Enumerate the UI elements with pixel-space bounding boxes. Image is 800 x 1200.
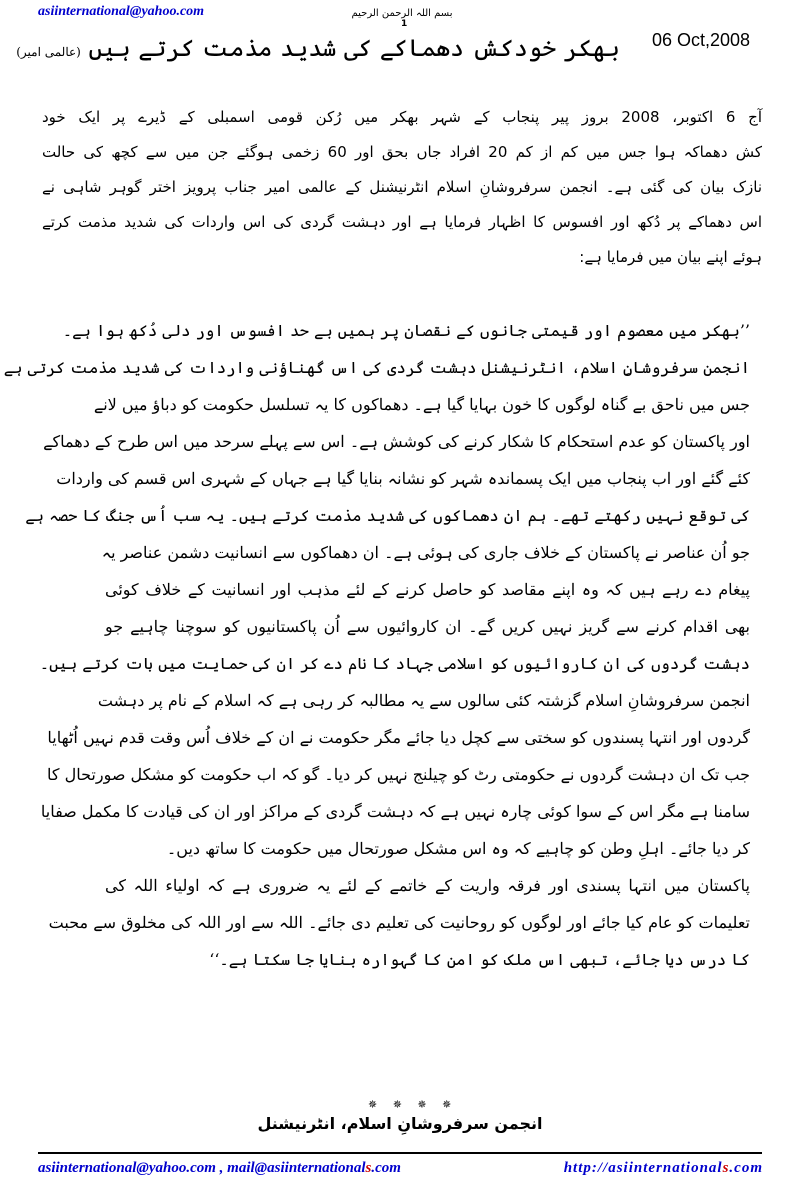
quote-line: تعلیمات کو عام کیا جائے اور لوگوں کو روحانیت کی تعلیم دی جائے۔ اللہ سے اور اللہ کی مخلوق سے محبت xyxy=(48,913,750,932)
quote-line: ’’بھکر میں معصوم اور قیمتی جانوں کے نقصان پر ہمیں بے حد افسوس اور دلی دُکھ ہوا ہے۔ xyxy=(62,321,750,340)
footer-divider xyxy=(38,1152,762,1154)
quote-line: کئے گئے اور اب پنجاب میں ایک پسماندہ شہر کو نشانہ بنایا گیا ہے جہاں کے شہری اس قسم کی واردات xyxy=(56,469,750,488)
title-byline: (عالمی امیر) xyxy=(16,45,81,59)
header-email-link[interactable]: asiinternational@yahoo.com xyxy=(38,4,205,19)
quote-line: پاکستان میں انتہا پسندی اور فرقہ واریت کے خاتمے کے لئے یہ ضروری ہے کہ اولیاء اللہ کی xyxy=(105,876,750,895)
quote-line: جب تک ان دہشت گردوں نے حکومتی رٹ کو چیلنج نہیں کر دیا۔ گو کہ اب حکومت کو مشکل صورتحال کا xyxy=(46,765,750,784)
quote-line: اور پاکستان کو عدم استحکام کا شکار کرنے کی کوشش ہے۔ اس سے پہلے سرحد میں اس طرح کے دھماکے xyxy=(43,432,750,451)
quote-line: کی توقع نہیں رکھتے تھے۔ ہم ان دھماکوں کی شدید مذمت کرتے ہیں۔ یہ سب اُس جنگ کا حصہ ہے xyxy=(25,506,750,525)
bismillah-text: بسم اللہ الرحمن الرحیم xyxy=(351,8,453,19)
page-number: 1 xyxy=(401,19,408,29)
star-ornament-icon: ✵ ✵ ✵ ✵ xyxy=(368,1098,458,1111)
organization-name: انجمن سرفروشانِ اسلام، انٹرنیشنل xyxy=(257,1114,543,1133)
footer-email-links[interactable] xyxy=(38,1160,401,1177)
quote-line: سامنا ہے مگر اس کے سوا کوئی چارہ نہیں ہے کہ دہشت گردی کے مراکز اور ان کی قیادت کا مکمل صفایا xyxy=(40,802,750,821)
quote-line: گردوں اور انتہا پسندوں کو سختی سے کچل دیا جائے مگر حکومت نے ان کے خلاف اُس وقت قدم نہیں اُٹھایا xyxy=(47,728,750,747)
quoted-statement xyxy=(3,312,750,978)
title-text: بھکر خودکش دھماکے کی شدید مذمت کرتے ہیں xyxy=(88,34,620,62)
footer-emails-text[interactable]: asiinternational@yahoo.com , mail@asiinternational xyxy=(38,1160,366,1176)
footer-emails-red-letter[interactable]: s xyxy=(365,1160,372,1176)
footer-url-suffix[interactable]: .com xyxy=(729,1160,763,1176)
quote-line: دہشت گردوں کی ان کاروائیوں کو اسلامی جہاد کا نام دے کر ان کی حمایت میں بات کرتے ہیں۔ xyxy=(39,654,750,673)
footer-url-red-letter[interactable]: s xyxy=(722,1160,730,1176)
intro-line: نازک بیان کی گئی ہے۔ انجمن سرفروشانِ اسلام انٹرنیشنل کے عالمی امیر جناب پرویز اختر گوہر شاہی نے xyxy=(42,178,762,196)
intro-line: ہوئے اپنے بیان میں فرمایا ہے: xyxy=(579,248,762,266)
quote-line: انجمن سرفروشانِ اسلام، انٹرنیشنل دہشت گردی کی اس گھناؤنی واردات کی شدید مذمت کرتی ہے xyxy=(3,358,750,377)
intro-paragraph xyxy=(42,100,762,275)
quote-line: پیغام دے رہے ہیں کہ وہ اپنے مقاصد کو حاصل کرنے کے لئے مذہب اور انسانیت کے خلاف کوئی xyxy=(105,580,750,599)
article-title xyxy=(16,34,620,62)
footer-website-link[interactable] xyxy=(564,1160,763,1177)
intro-line: آج 6 اکتوبر، 2008 بروز پیر پنجاب کے شہر بھکر میں رُکن قومی اسمبلی کے ڈیرے پر ایک خود xyxy=(42,108,762,126)
quote-line: کر دیا جائے۔ اہلِ وطن کو چاہیے کہ وہ اس مشکل صورتحال میں حکومت کا ساتھ دیں۔ xyxy=(166,839,750,858)
quote-line: کا درس دیا جائے، تبھی اس ملک کو امن کا گہوارہ بنایا جا سکتا ہے۔‘‘ xyxy=(209,950,750,969)
footer-url-text[interactable]: http://asiinternational xyxy=(563,1160,723,1176)
intro-line: کش دھماکہ ہوا جس میں کم از کم 20 افراد جاں بحق اور 60 زخمی ہوگئے جن میں سے کچھ کی حالت xyxy=(42,143,763,161)
article-date: 06 Oct,2008 xyxy=(652,30,751,50)
footer-emails-suffix[interactable]: .com xyxy=(371,1160,401,1176)
quote-line: جو اُن عناصر نے پاکستان کے خلاف جاری کی ہوئی ہے۔ ان دھماکوں سے انسانیت دشمن عناصر یہ xyxy=(101,543,750,562)
quote-line: جس میں ناحق بے گناہ لوگوں کا خون بہایا گیا ہے۔ دھماکوں کا یہ تسلسل حکومت کو دباؤ میں لانے xyxy=(93,395,750,414)
intro-line: اس دھماکے پر دُکھ اور افسوس کا اظہار فرمایا ہے اور دہشت گردی کی اس واردات کی شدید مذمت کرتے xyxy=(42,213,762,231)
quote-line: انجمن سرفروشانِ اسلام گزشتہ کئی سالوں سے یہ مطالبہ کر رہی ہے کہ اسلام کے نام پر دہشت xyxy=(97,691,750,710)
quote-line: بھی اقدام کرنے سے گریز نہیں کریں گے۔ ان کاروائیوں سے اُن پاکستانیوں کو سوچنا چاہیے جو xyxy=(105,617,750,636)
